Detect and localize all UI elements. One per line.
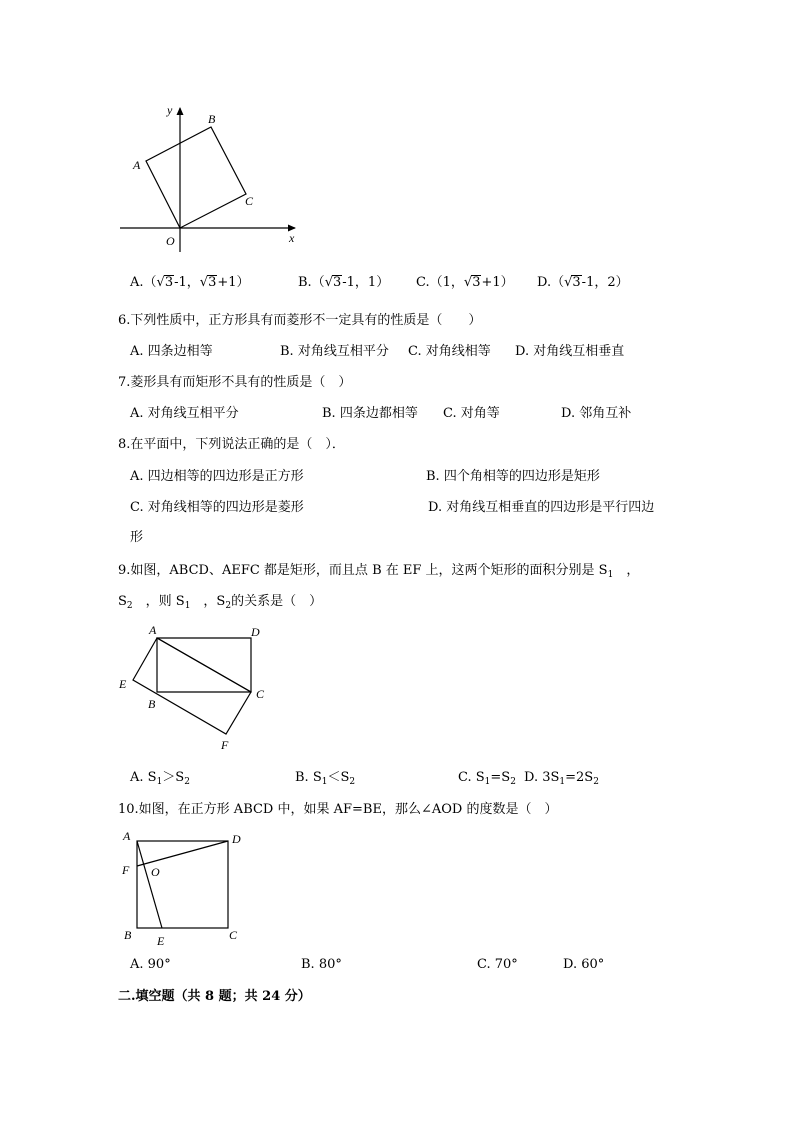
text: +1） xyxy=(217,275,250,290)
label-E: E xyxy=(157,934,165,948)
section-heading: 二.填空题（共 8 题；共 24 分） xyxy=(118,989,311,1004)
text: S xyxy=(118,594,127,609)
subscript: 1 xyxy=(156,777,163,787)
text: ， xyxy=(613,563,640,578)
subscript: 2 xyxy=(349,777,356,787)
subscript: 2 xyxy=(225,601,232,611)
q7-option-c: C. 对角等 xyxy=(443,406,500,421)
subscript: 1 xyxy=(559,777,566,787)
subscript: 2 xyxy=(510,777,516,787)
radical-sign: √ xyxy=(199,275,209,290)
text: ＞S xyxy=(162,770,185,785)
radical-sign: √ xyxy=(156,275,165,290)
label-D: D xyxy=(232,832,241,846)
text: 9.如图，ABCD、AEFC 都是矩形，而且点 B 在 EF 上，这两个矩形的面积分别是 S xyxy=(118,563,608,578)
text: ，S xyxy=(190,594,226,609)
text: ＜S xyxy=(327,770,350,785)
subscript: 1 xyxy=(607,570,614,580)
q7-option-d: D. 邻角互补 xyxy=(561,406,632,421)
text: D. 3S xyxy=(524,770,560,785)
radicand: 3 xyxy=(164,275,174,290)
q8-stem: 8.在平面中，下列说法正确的是（ ）． xyxy=(118,437,345,452)
label-O: O xyxy=(151,865,160,879)
q6-stem: 6.下列性质中，正方形具有而菱形不一定具有的性质是（ ） xyxy=(118,313,482,328)
subscript: 2 xyxy=(126,601,133,611)
text: -1，2） xyxy=(581,275,629,290)
radical-sign: √ xyxy=(324,275,333,290)
label-B: B xyxy=(148,697,156,711)
label-F: F xyxy=(221,738,229,752)
text: C. S xyxy=(458,770,485,785)
q7-stem: 7.菱形具有而矩形不具有的性质是（ ） xyxy=(118,375,352,390)
label-C: C xyxy=(256,687,265,701)
segment-AE xyxy=(137,841,162,928)
subscript: 2 xyxy=(184,777,190,787)
text: B. S xyxy=(295,770,322,785)
text: 的关系是（ ） xyxy=(231,594,323,609)
radicand: 3 xyxy=(472,275,481,290)
q10-option-a: A. 90° xyxy=(130,957,171,972)
q8-option-d-continued: 形 xyxy=(130,530,144,545)
q6-option-c: C. 对角线相等 xyxy=(408,344,491,359)
label-B: B xyxy=(124,928,132,942)
text: -1， xyxy=(174,275,200,290)
label-C: C xyxy=(245,194,254,208)
text: =S xyxy=(490,770,511,785)
q10-stem: 10.如图，在正方形 ABCD 中，如果 AF=BE，那么∠AOD 的度数是（ ） xyxy=(118,802,558,817)
radicand: 3 xyxy=(572,275,581,290)
q6-option-b: B. 对角线互相平分 xyxy=(280,344,389,359)
text: C.（1， xyxy=(416,275,464,290)
radical-sign: √ xyxy=(463,275,473,290)
q8-option-a: A. 四边相等的四边形是正方形 xyxy=(130,469,304,484)
q8-option-d: D. 对角线互相垂直的四边形是平行四边 xyxy=(428,500,655,515)
radicand: 3 xyxy=(208,275,217,290)
q8-option-c: C. 对角线相等的四边形是菱形 xyxy=(130,500,304,515)
subscript: 1 xyxy=(484,777,491,787)
label-A: A xyxy=(149,623,157,637)
segment-FD xyxy=(137,841,228,866)
text: B.（ xyxy=(298,275,325,290)
subscript: 1 xyxy=(321,777,328,787)
text: -1，1） xyxy=(342,275,390,290)
q7-option-a: A. 对角线互相平分 xyxy=(130,406,239,421)
label-F: F xyxy=(122,863,130,877)
radicand: 3 xyxy=(332,275,342,290)
q6-option-d: D. 对角线互相垂直 xyxy=(515,344,625,359)
label-D: D xyxy=(251,625,260,639)
q8-option-b: B. 四个角相等的四边形是矩形 xyxy=(426,469,600,484)
text: D.（ xyxy=(537,275,565,290)
label-E: E xyxy=(119,677,127,691)
label-O: O xyxy=(166,234,175,248)
text: A.（ xyxy=(130,275,157,290)
label-y: y xyxy=(167,103,173,117)
radical-sign: √ xyxy=(564,275,573,290)
subscript: 1 xyxy=(184,601,191,611)
label-A: A xyxy=(133,158,141,172)
q6-option-a: A. 四条边相等 xyxy=(130,344,213,359)
text: A. S xyxy=(130,770,157,785)
q7-option-b: B. 四条边都相等 xyxy=(322,406,418,421)
q10-option-b: B. 80° xyxy=(301,957,342,972)
q10-option-c: C. 70° xyxy=(477,957,518,972)
text: =2S xyxy=(565,770,594,785)
label-A: A xyxy=(123,829,131,843)
q10-option-d: D. 60° xyxy=(563,957,605,972)
subscript: 2 xyxy=(593,777,599,787)
label-x: x xyxy=(289,231,295,245)
text: ，则 S xyxy=(132,594,185,609)
label-B: B xyxy=(208,112,216,126)
text: +1） xyxy=(481,275,514,290)
label-C: C xyxy=(229,928,238,942)
